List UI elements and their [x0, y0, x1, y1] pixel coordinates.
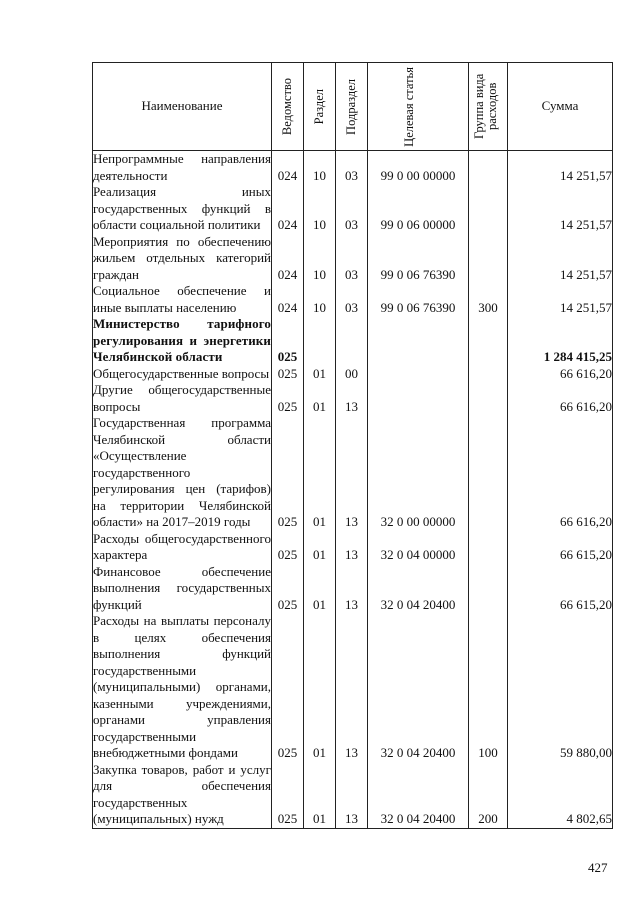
row-department: 025 — [272, 531, 304, 564]
row-subsection: 03 — [336, 283, 368, 316]
row-section: 10 — [304, 234, 336, 284]
row-expense-group — [469, 234, 508, 284]
row-amount: 66 616,20 — [508, 415, 613, 531]
row-subsection: 13 — [336, 415, 368, 531]
table-row — [93, 184, 613, 234]
header-expense-group: Группа вида расходов — [469, 63, 508, 151]
table-row — [93, 531, 613, 564]
header-amount: Сумма — [508, 63, 613, 151]
row-target-item: 99 0 00 00000 — [368, 151, 469, 185]
row-section: 01 — [304, 762, 336, 829]
row-expense-group — [469, 366, 508, 383]
row-name: Закупка товаров, работ и услуг для обеспечения государственных (муниципальных) нужд — [93, 761, 271, 826]
header-row — [93, 63, 613, 151]
table-row — [93, 564, 613, 614]
row-section: 10 — [304, 151, 336, 185]
row-department: 025 — [272, 564, 304, 614]
row-subsection — [336, 316, 368, 366]
row-amount: 66 615,20 — [508, 564, 613, 614]
row-target-item — [368, 316, 469, 366]
row-name: Непрограммные направления деятельности — [93, 151, 271, 183]
row-amount: 14 251,57 — [508, 234, 613, 284]
row-subsection: 03 — [336, 184, 368, 234]
row-department: 024 — [272, 283, 304, 316]
row-expense-group — [469, 564, 508, 614]
budget-table — [92, 62, 613, 829]
row-amount: 14 251,57 — [508, 283, 613, 316]
row-amount: 66 616,20 — [508, 382, 613, 415]
row-target-item: 99 0 06 76390 — [368, 283, 469, 316]
row-expense-group: 200 — [469, 762, 508, 829]
row-department: 025 — [272, 415, 304, 531]
row-expense-group: 300 — [469, 283, 508, 316]
row-department: 025 — [272, 762, 304, 829]
row-department: 024 — [272, 234, 304, 284]
row-expense-group — [469, 151, 508, 185]
row-amount: 1 284 415,25 — [508, 316, 613, 366]
row-department: 025 — [272, 613, 304, 762]
row-department: 024 — [272, 184, 304, 234]
row-name: Социальное обеспечение и иные выплаты населению — [93, 283, 271, 315]
table-row — [93, 613, 613, 762]
row-section — [304, 316, 336, 366]
row-subsection: 03 — [336, 151, 368, 185]
row-section: 01 — [304, 531, 336, 564]
row-amount: 59 880,00 — [508, 613, 613, 762]
header-department: Ведомство — [272, 63, 304, 151]
row-name: Реализация иных государственных функций в области социальной политики — [93, 184, 271, 232]
table-row — [93, 151, 613, 185]
row-section: 01 — [304, 366, 336, 383]
row-subsection: 13 — [336, 762, 368, 829]
row-department: 025 — [272, 366, 304, 383]
row-expense-group — [469, 184, 508, 234]
table-row — [93, 762, 613, 829]
row-target-item: 32 0 04 20400 — [368, 613, 469, 762]
row-target-item — [368, 366, 469, 383]
row-subsection: 00 — [336, 366, 368, 383]
row-section: 01 — [304, 415, 336, 531]
row-amount: 14 251,57 — [508, 151, 613, 185]
row-section: 01 — [304, 564, 336, 614]
row-target-item: 32 0 00 00000 — [368, 415, 469, 531]
row-amount: 66 615,20 — [508, 531, 613, 564]
row-name: Расходы на выплаты персоналу в целях обеспечения выполнения функций государственными (муниципальными) органами, казенными учреждениями, органами управления государственными внебюджетными фондами — [93, 613, 271, 760]
row-expense-group — [469, 316, 508, 366]
row-target-item: 99 0 06 76390 — [368, 234, 469, 284]
row-subsection: 13 — [336, 564, 368, 614]
row-expense-group: 100 — [469, 613, 508, 762]
table-row — [93, 415, 613, 531]
row-section: 01 — [304, 382, 336, 415]
row-expense-group — [469, 415, 508, 531]
row-expense-group — [469, 382, 508, 415]
row-name: Министерство тарифного регулирования и энергетики Челябинской области — [93, 316, 271, 364]
row-name: Расходы общегосударственного характера — [93, 530, 271, 562]
table-row — [93, 283, 613, 316]
row-department: 024 — [272, 151, 304, 185]
row-section: 10 — [304, 283, 336, 316]
row-name: Мероприятия по обеспечению жильем отдельных категорий граждан — [93, 233, 271, 282]
table-row — [93, 316, 613, 366]
row-amount: 66 616,20 — [508, 366, 613, 383]
header-subsection: Подраздел — [336, 63, 368, 151]
row-subsection: 13 — [336, 382, 368, 415]
row-amount: 14 251,57 — [508, 184, 613, 234]
row-subsection: 13 — [336, 531, 368, 564]
page-number: 427 — [588, 860, 608, 875]
row-amount: 4 802,65 — [508, 762, 613, 829]
row-target-item — [368, 382, 469, 415]
table-row — [93, 382, 613, 415]
row-subsection: 13 — [336, 613, 368, 762]
row-subsection: 03 — [336, 234, 368, 284]
row-name: Финансовое обеспечение выполнения государственных функций — [93, 563, 271, 612]
row-department: 025 — [272, 316, 304, 366]
row-target-item: 32 0 04 20400 — [368, 762, 469, 829]
row-name: Государственная программа Челябинской области «Осуществление государственного регулирования цен (тарифов) на территории Челябинской области» на 2017–2019 годы — [93, 415, 271, 529]
row-section: 10 — [304, 184, 336, 234]
row-name: Другие общегосударственные вопросы — [93, 382, 271, 414]
row-target-item: 32 0 04 00000 — [368, 531, 469, 564]
row-target-item: 32 0 04 20400 — [368, 564, 469, 614]
table-row — [93, 234, 613, 284]
row-department: 025 — [272, 382, 304, 415]
table-row — [93, 366, 613, 383]
row-expense-group — [469, 531, 508, 564]
row-section: 01 — [304, 613, 336, 762]
header-target-item: Целевая статья — [368, 63, 469, 151]
header-name: Наименование — [93, 63, 272, 151]
row-target-item: 99 0 06 00000 — [368, 184, 469, 234]
row-name: Общегосударственные вопросы — [93, 366, 272, 383]
header-section: Раздел — [304, 63, 336, 151]
